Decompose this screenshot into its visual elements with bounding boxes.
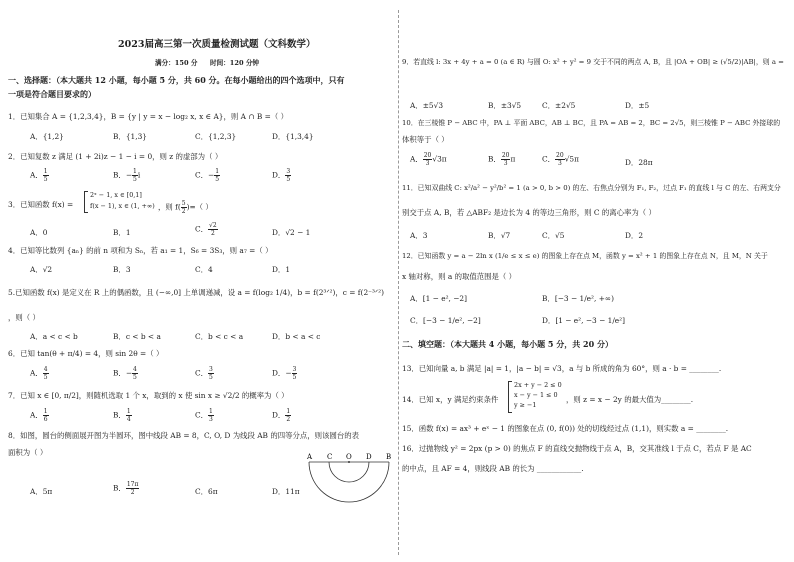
section1-heading: 一、选择题：（本大题共 12 小题，每小题 5 分，共 60 分。在每小题给出的四个选项中，只有 <box>8 75 345 85</box>
q1-option-c[interactable]: C．{1,2,3} <box>195 132 237 141</box>
q14-stem: 14．已知 x，y 满足约束条件 <box>402 395 499 404</box>
q5-option-b[interactable]: B．c < b < a <box>113 332 161 341</box>
q16-stem: 16．过抛物线 y² = 2px (p > 0) 的焦点 F 的直线交抛物线于点 A，B，交其准线 l 于点 C，若点 F 是 AC <box>402 444 752 453</box>
q5-option-a[interactable]: A．a < c < b <box>30 332 78 341</box>
q1-stem: 1．已知集合 A = {1,2,3,4}，B = {y | y = x − log₂ x, x ∈ A}，则 A ∩ B =（ ） <box>8 112 288 121</box>
q9-option-b[interactable]: B．±3√5 <box>488 101 522 110</box>
q11-option-c[interactable]: C．√5 <box>542 231 565 240</box>
q6-option-a[interactable]: A． $\frac{4}{5}$ <box>30 366 48 381</box>
q2-option-c[interactable]: C．− $\frac{1}{5}$ <box>195 168 220 183</box>
q1-option-d[interactable]: D．{1,3,4} <box>272 132 314 141</box>
q8-option-a[interactable]: A．5π <box>30 487 53 496</box>
q16-stem-cont: 的中点，且 AF = 4，则线段 AB 的长为 ____________. <box>402 464 584 473</box>
q8-stem: 8．如图，圆台的侧面展开图为半圆环，图中线段 AB = 8，C, O, D 为线段 AB 的四等分点，则该圆台的表 <box>8 431 360 440</box>
q5-option-c[interactable]: C．b < c < a <box>195 332 244 341</box>
fig-label-o: O <box>346 453 352 461</box>
q15-stem: 15．函数 f(x) = ax³ + eˣ − 1 的图象在点 (0, f(0)) 处的切线经过点 (1,1)，则实数 a = ________. <box>402 424 729 433</box>
q4-option-d[interactable]: D．1 <box>272 265 291 274</box>
q14-constraint-3: y ≥ −1 <box>514 401 537 409</box>
q3-brace <box>84 191 88 213</box>
q10-option-b[interactable]: B． $\frac{20}{3}$ π <box>488 152 516 167</box>
q5-stem: 5.已知函数 f(x) 是定义在 R 上的偶函数，且 (−∞,0] 上单调递减，设 a = f(log₂ 1/4)，b = f(2³ᐟ²)，c = f(2⁻³ᐟ²) <box>8 288 384 297</box>
q8-option-d[interactable]: D．11π <box>272 487 300 496</box>
q10-stem-cont: 体积等于（ ） <box>402 135 449 144</box>
column-divider <box>398 10 399 555</box>
q9-option-a[interactable]: A．±5√3 <box>410 101 444 110</box>
score-label: 满分：150 分 <box>155 59 198 67</box>
q14-constraint-1: 2x + y − 2 ≤ 0 <box>514 381 562 389</box>
q9-stem: 9．若直线 l: 3x + 4y + a = 0 (a ∈ R) 与圆 O: x² + y² = 9 交于不同的两点 A, B，且 |OA + OB| ≥ (√5/2)|AB|，则 a = <box>402 58 784 66</box>
q3-stem: 3．已知函数 f(x) = <box>8 200 74 209</box>
q8-option-b[interactable]: B． $\frac{17\pi}{2}$ <box>113 481 139 496</box>
q3-option-b[interactable]: B．1 <box>113 228 131 237</box>
section2-heading: 二、填空题：（本大题共 4 小题，每小题 5 分，共 20 分） <box>402 339 613 349</box>
q2-option-b[interactable]: B．− $\frac{1}{5}$ i <box>113 168 141 183</box>
fig-label-d: D <box>366 453 372 461</box>
q6-option-d[interactable]: D．− $\frac{3}{5}$ <box>272 366 297 381</box>
q4-option-a[interactable]: A．√2 <box>30 265 53 274</box>
q3-option-d[interactable]: D．√2 − 1 <box>272 228 311 237</box>
left-column <box>0 0 396 562</box>
q10-option-a[interactable]: A． $\frac{20}{3}$ √3π <box>410 152 447 167</box>
q9-option-c[interactable]: C．±2√5 <box>542 101 576 110</box>
q11-stem: 11．已知双曲线 C: x²/a² − y²/b² = 1 (a > 0, b > 0) 的左、右焦点分别为 F₁, F₂，过点 F₁ 的直线 l 与 C 的左、右两支分 <box>402 184 781 192</box>
q4-stem: 4．已知等比数列 {aₙ} 的前 n 项和为 Sₙ，若 a₁ = 1，S₆ = 3S₃，则 a₇ =（ ） <box>8 246 273 255</box>
q10-stem: 10．在三棱锥 P − ABC 中，PA ⊥ 平面 ABC，AB ⊥ BC，且 PA = AB = 2，BC = 2√5，则三棱锥 P − ABC 外接球的 <box>402 119 781 127</box>
q3-case1: 2ˣ − 1, x ∈ [0,1] <box>90 191 142 199</box>
q14-brace <box>508 381 512 413</box>
q6-option-c[interactable]: C． $\frac{3}{5}$ <box>195 366 213 381</box>
q8-stem-cont: 面积为（ ） <box>8 448 48 457</box>
q7-option-b[interactable]: B． $\frac{1}{4}$ <box>113 408 131 423</box>
q12-option-b[interactable]: B．[−3 − 1/e², +∞) <box>542 294 614 303</box>
q7-stem: 7．已知 x ∈ [0, π/2]，则随机选取 1 个 x，取到的 x 使 sin x ≥ √2/2 的概率为（ ） <box>8 391 289 400</box>
q14-constraint-2: x − y − 1 ≤ 0 <box>514 391 558 399</box>
q4-option-c[interactable]: C．4 <box>195 265 213 274</box>
section1-heading-cont: 一项是符合题目要求的） <box>8 89 96 99</box>
q4-option-b[interactable]: B．3 <box>113 265 131 274</box>
q8-figure-half-annulus <box>303 452 395 508</box>
q12-option-d[interactable]: D．[1 − e², −3 − 1/e²] <box>542 316 626 325</box>
q5-stem-cont: ，则（ ） <box>8 313 40 322</box>
time-label: 时间：120 分钟 <box>210 59 260 67</box>
q8-option-c[interactable]: C．6π <box>195 487 218 496</box>
q7-option-d[interactable]: D． $\frac{1}{2}$ <box>272 408 291 423</box>
q11-option-b[interactable]: B．√7 <box>488 231 511 240</box>
q11-stem-cont: 别交于点 A, B，若 △ABF₂ 是边长为 4 的等边三角形，则 C 的离心率为（ ） <box>402 208 656 217</box>
q14-post: ，则 z = x − 2y 的最大值为________. <box>566 395 694 404</box>
q12-stem: 12．已知函数 y = a − 2ln x (1/e ≤ x ≤ e) 的图象上存在点 M，函数 y = x² + 1 的图象上存在点 N，且 M，N 关于 <box>402 252 768 260</box>
q2-stem: 2．已知复数 z 满足 (1 + 2i)z − 1 − i = 0，则 z 的虚部为（ ） <box>8 152 223 161</box>
q11-option-d[interactable]: D．2 <box>625 231 644 240</box>
q2-option-d[interactable]: D． $\frac{3}{5}$ <box>272 168 291 183</box>
q6-option-b[interactable]: B．− $\frac{4}{5}$ <box>113 366 137 381</box>
q3-post: ，则 f( $\frac{5}{2}$ )=（ ） <box>158 200 213 215</box>
right-column <box>400 0 794 562</box>
q3-option-a[interactable]: A．0 <box>30 228 48 237</box>
q6-stem: 6．已知 tan(θ + π/4) = 4，则 sin 2θ =（ ） <box>8 349 164 358</box>
q1-option-a[interactable]: A．{1,2} <box>30 132 64 141</box>
q3-option-c[interactable]: C． $\frac{√2}{2}$ <box>195 222 217 237</box>
q7-option-a[interactable]: A． $\frac{1}{6}$ <box>30 408 48 423</box>
q9-option-d[interactable]: D．±5 <box>625 101 650 110</box>
q7-option-c[interactable]: C． $\frac{1}{3}$ <box>195 408 213 423</box>
q12-option-c[interactable]: C．[−3 − 1/e², −2] <box>410 316 481 325</box>
q2-option-a[interactable]: A． $\frac{1}{5}$ <box>30 168 48 183</box>
q12-option-a[interactable]: A．[1 − e², −2] <box>410 294 468 303</box>
fig-label-b: B <box>386 453 392 461</box>
q10-option-d[interactable]: D．28π <box>625 158 653 167</box>
fig-label-c: C <box>327 453 333 461</box>
fig-label-a: A <box>307 453 313 461</box>
q5-option-d[interactable]: D．b < a < c <box>272 332 321 341</box>
q13-stem: 13．已知向量 a, b 满足 |a| = 1，|a − b| = √3，a 与 b 所成的角为 60°，则 a · b = ________. <box>402 364 722 373</box>
q3-case2: f(x − 1), x ∈ (1, +∞) <box>90 202 155 210</box>
q11-option-a[interactable]: A．3 <box>410 231 428 240</box>
q1-option-b[interactable]: B．{1,3} <box>113 132 147 141</box>
q10-option-c[interactable]: C． $\frac{20}{3}$ √5π <box>542 152 579 167</box>
q12-stem-cont: x 轴对称，则 a 的取值范围是（ ） <box>402 272 517 281</box>
exam-title: 2023届高三第一次质量检测试题（文科数学） <box>118 39 316 50</box>
